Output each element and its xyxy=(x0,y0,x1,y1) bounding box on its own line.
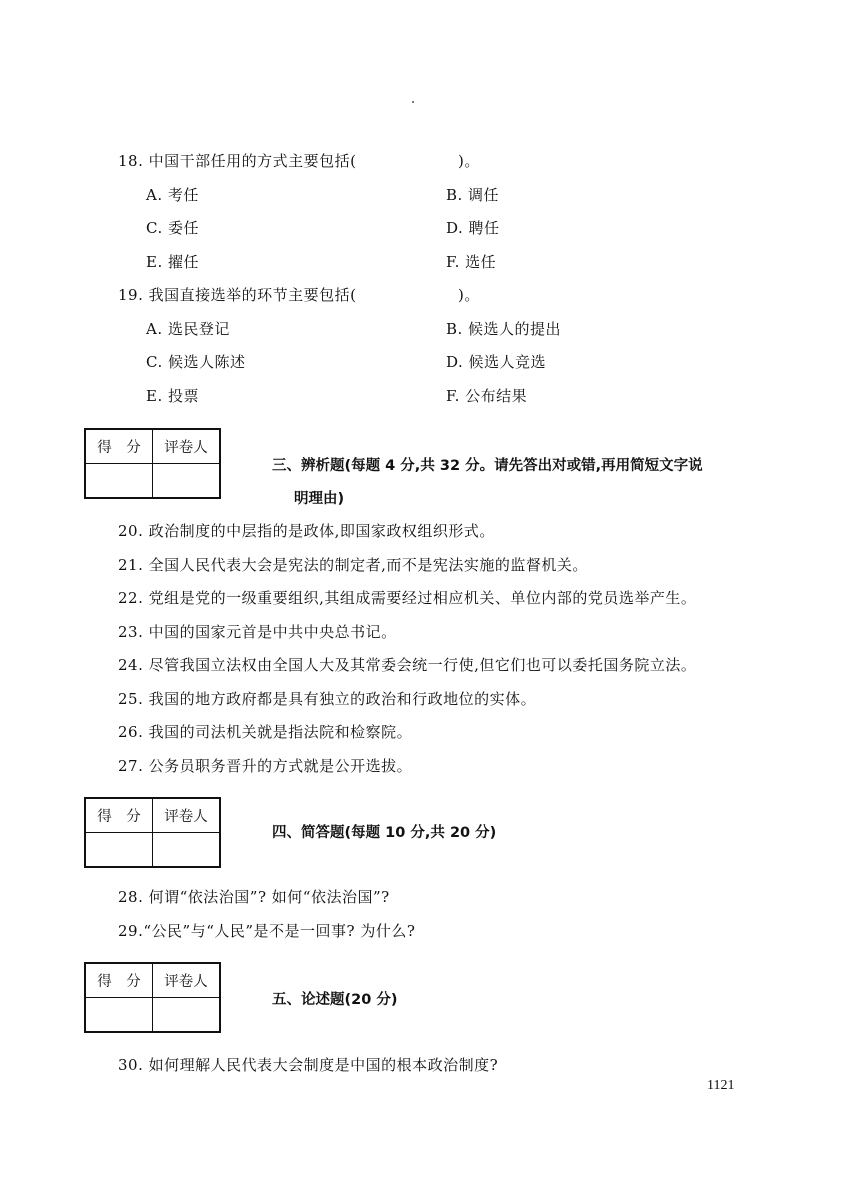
score-cell xyxy=(85,998,153,1033)
question-18-option-c: C. 委任 xyxy=(146,219,199,237)
question-18-stem: 18. 中国干部任用的方式主要包括( xyxy=(118,152,357,170)
question-20: 20. 政治制度的中层指的是政体,即国家政权组织形式。 xyxy=(118,522,495,540)
question-23: 23. 中国的国家元首是中共中央总书记。 xyxy=(118,623,397,641)
question-19-option-a: A. 选民登记 xyxy=(146,320,230,338)
question-18-option-a: A. 考任 xyxy=(146,186,199,204)
score-label: 得 分 xyxy=(85,963,153,998)
section-3-title-line-2: 明理由) xyxy=(294,491,345,507)
grader-cell xyxy=(153,464,221,499)
score-box-section-5 xyxy=(84,962,221,1033)
grader-cell xyxy=(153,833,221,868)
question-18-option-b: B. 调任 xyxy=(446,186,500,204)
question-19-option-d: D. 候选人竞选 xyxy=(446,353,547,371)
question-19-option-b: B. 候选人的提出 xyxy=(446,320,562,338)
question-19-option-e: E. 投票 xyxy=(146,387,199,405)
score-box-section-4 xyxy=(84,797,221,868)
question-18-option-d: D. 聘任 xyxy=(446,219,500,237)
score-label: 得 分 xyxy=(85,429,153,464)
score-cell xyxy=(85,464,153,499)
question-21: 21. 全国人民代表大会是宪法的制定者,而不是宪法实施的监督机关。 xyxy=(118,556,588,574)
question-26: 26. 我国的司法机关就是指法院和检察院。 xyxy=(118,723,413,741)
question-19-close: )。 xyxy=(458,286,480,304)
question-19-stem: 19. 我国直接选举的环节主要包括( xyxy=(118,286,357,304)
scan-speck xyxy=(412,101,414,103)
question-24: 24. 尽管我国立法权由全国人大及其常委会统一行使,但它们也可以委托国务院立法。 xyxy=(118,656,697,674)
question-18-option-e: E. 擢任 xyxy=(146,253,199,271)
grader-label: 评卷人 xyxy=(153,963,221,998)
section-5-title: 五、论述题(20 分) xyxy=(272,992,398,1008)
grader-cell xyxy=(153,998,221,1033)
question-22: 22. 党组是党的一级重要组织,其组成需要经过相应机关、单位内部的党员选举产生。 xyxy=(118,589,697,607)
grader-label: 评卷人 xyxy=(153,798,221,833)
question-18-close: )。 xyxy=(458,152,480,170)
question-19-option-c: C. 候选人陈述 xyxy=(146,353,246,371)
question-18-option-f: F. 选任 xyxy=(446,253,497,271)
question-27: 27. 公务员职务晋升的方式就是公开选拔。 xyxy=(118,757,413,775)
score-label: 得 分 xyxy=(85,798,153,833)
grader-label: 评卷人 xyxy=(153,429,221,464)
question-29: 29.“公民”与“人民”是不是一回事? 为什么? xyxy=(118,922,416,940)
score-cell xyxy=(85,833,153,868)
question-30: 30. 如何理解人民代表大会制度是中国的根本政治制度? xyxy=(118,1056,499,1074)
section-3-title-line-1: 三、辨析题(每题 4 分,共 32 分。请先答出对或错,再用简短文字说 xyxy=(272,458,703,474)
question-19-option-f: F. 公布结果 xyxy=(446,387,528,405)
score-box-section-3 xyxy=(84,428,221,499)
question-28: 28. 何谓“依法治国”? 如何“依法治国”? xyxy=(118,888,390,906)
page-number: 1121 xyxy=(707,1078,735,1093)
question-25: 25. 我国的地方政府都是具有独立的政治和行政地位的实体。 xyxy=(118,690,537,708)
section-4-title: 四、简答题(每题 10 分,共 20 分) xyxy=(272,825,497,841)
